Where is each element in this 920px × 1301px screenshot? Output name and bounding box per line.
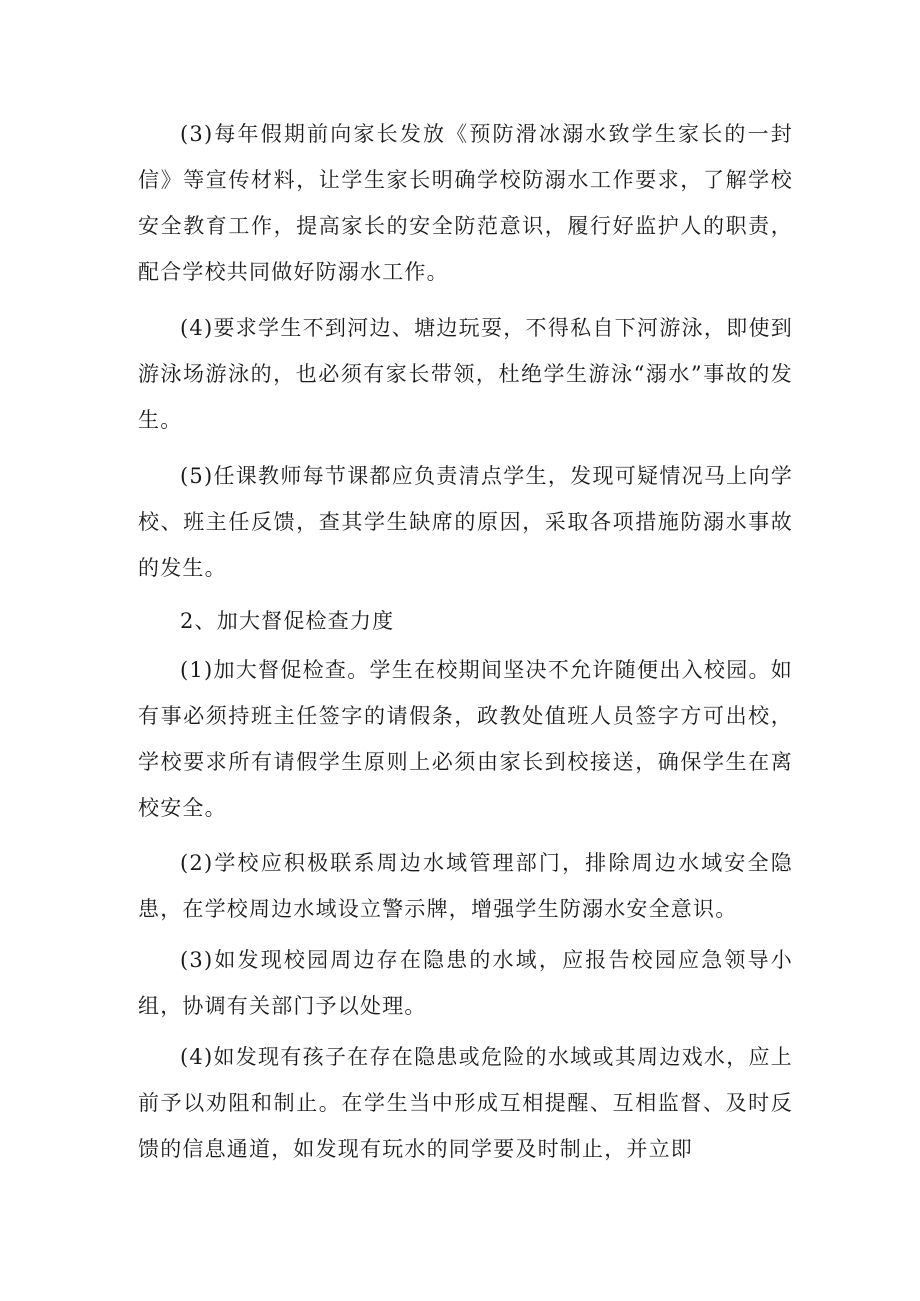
paragraph-item-3-parent-letter: (3)每年假期前向家长发放《预防滑冰溺水致学生家长的一封信》等宣传材料，让学生家长明确学校防溺水工作要求，了解学校安全教育工作，提高家长的安全防范意识，履行好监护人的职责，配合学校共同做好防溺水工作。 [138,122,793,284]
paragraph-item-5-teacher-roll-call: (5)任课教师每节课都应负责清点学生，发现可疑情况马上向学校、班主任反馈，查其学生缺席的原因，采取各项措施防溺水事故的发生。 [138,464,793,580]
paragraph-supervision-4: (4)如发现有孩子在存在隐患或危险的水域或其周边戏水，应上前予以劝阻和制止。在学生当中形成互相提醒、互相监督、及时反馈的信息通道，如发现有玩水的同学要及时制止，并立即 [138,1045,793,1161]
paragraph-supervision-2: (2)学校应积极联系周边水域管理部门，排除周边水域安全隐患，在学校周边水域设立警示牌，增强学生防溺水安全意识。 [138,851,793,921]
section-heading: 2、加大督促检查力度 [180,609,395,633]
paragraph-supervision-1: (1)加大督促检查。学生在校期间坚决不允许随便出入校园。如有事必须持班主任签字的请假条，政教处值班人员签字方可出校，学校要求所有请假学生原则上必须由家长到校接送，确保学生在离校安全。 [138,658,793,820]
paragraph-item-4-no-river-play: (4)要求学生不到河边、塘边玩耍，不得私自下河游泳，即使到游泳场游泳的，也必须有家长带领，杜绝学生游泳“溺水”事故的发生。 [138,316,793,432]
paragraph-supervision-3: (3)如发现校园周边存在隐患的水域，应报告校园应急领导小组，协调有关部门予以处理。 [138,948,793,1018]
